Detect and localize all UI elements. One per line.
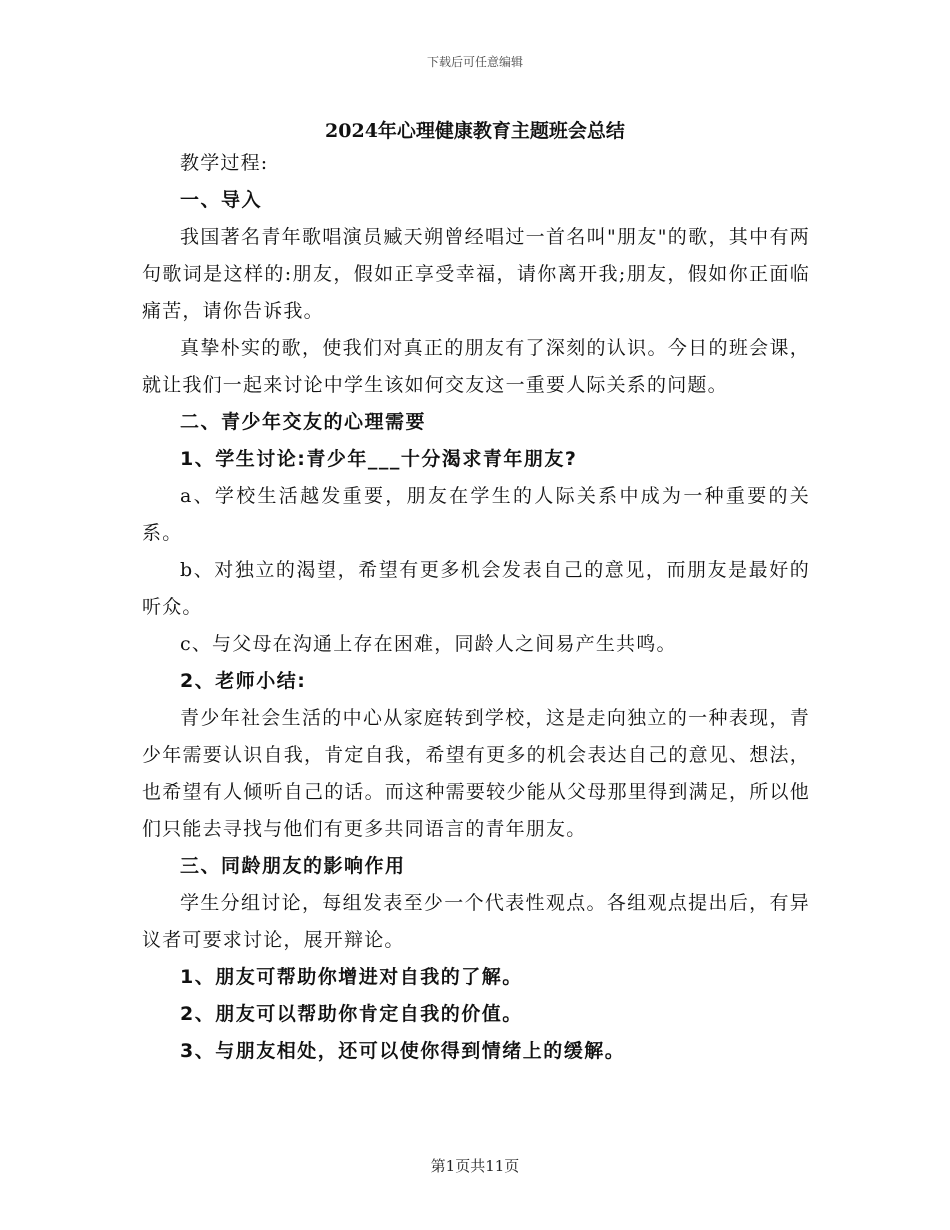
heading-introduction: 一、导入 bbox=[180, 189, 263, 211]
subheading-teacher-summary: 2、老师小结: bbox=[180, 670, 307, 692]
document-title: 2024年心理健康教育主题班会总结 bbox=[325, 120, 625, 142]
page-header-note: 下载后可任意编辑 bbox=[426, 55, 523, 69]
page-number-footer: 第1页共11页 bbox=[430, 1157, 520, 1175]
list-item-b: b、对独立的渴望，希望有更多机会发表自己的意见，而朋友是最好的听众。 bbox=[142, 559, 810, 618]
heading-youth-friendship-needs: 二、青少年交友的心理需要 bbox=[180, 411, 427, 433]
point-emotional-relief: 3、与朋友相处，还可以使你得到情绪上的缓解。 bbox=[180, 1040, 626, 1062]
paragraph-group-discussion: 学生分组讨论，每组发表至少一个代表性观点。各组观点提出后，有异议者可要求讨论，展开辩论。 bbox=[142, 892, 810, 951]
list-item-c: c、与父母在沟通上存在困难，同龄人之间易产生共鸣。 bbox=[180, 633, 677, 655]
paragraph-song-intro: 我国著名青年歌唱演员臧天朔曾经唱过一首名叫"朋友"的歌，其中有两句歌词是这样的:朋友，假如正享受幸福，请你离开我;朋友，假如你正面临痛苦，请你告诉我。 bbox=[142, 226, 810, 322]
document-body bbox=[142, 145, 810, 1070]
heading-peer-influence: 三、同龄朋友的影响作用 bbox=[180, 855, 406, 877]
paragraph-class-topic: 真挚朴实的歌，使我们对真正的朋友有了深刻的认识。今日的班会课，就让我们一起来讨论中学生该如何交友这一重要人际关系的问题。 bbox=[142, 337, 810, 396]
point-self-understanding: 1、朋友可帮助你增进对自我的了解。 bbox=[180, 966, 523, 988]
paragraph-teaching-process: 教学过程: bbox=[180, 152, 269, 174]
subheading-student-discussion: 1、学生讨论:青少年___十分渴求青年朋友? bbox=[180, 448, 578, 470]
point-self-worth: 2、朋友可以帮助你肯定自我的价值。 bbox=[180, 1003, 523, 1025]
list-item-a: a、学校生活越发重要，朋友在学生的人际关系中成为一种重要的关系。 bbox=[142, 485, 810, 544]
paragraph-teacher-summary: 青少年社会生活的中心从家庭转到学校，这是走向独立的一种表现，青少年需要认识自我，肯定自我，希望有更多的机会表达自己的意见、想法，也希望有人倾听自己的话。而这种需要较少能从父母那里得到满足，所以他们只能去寻找与他们有更多共同语言的青年朋友。 bbox=[142, 707, 810, 840]
